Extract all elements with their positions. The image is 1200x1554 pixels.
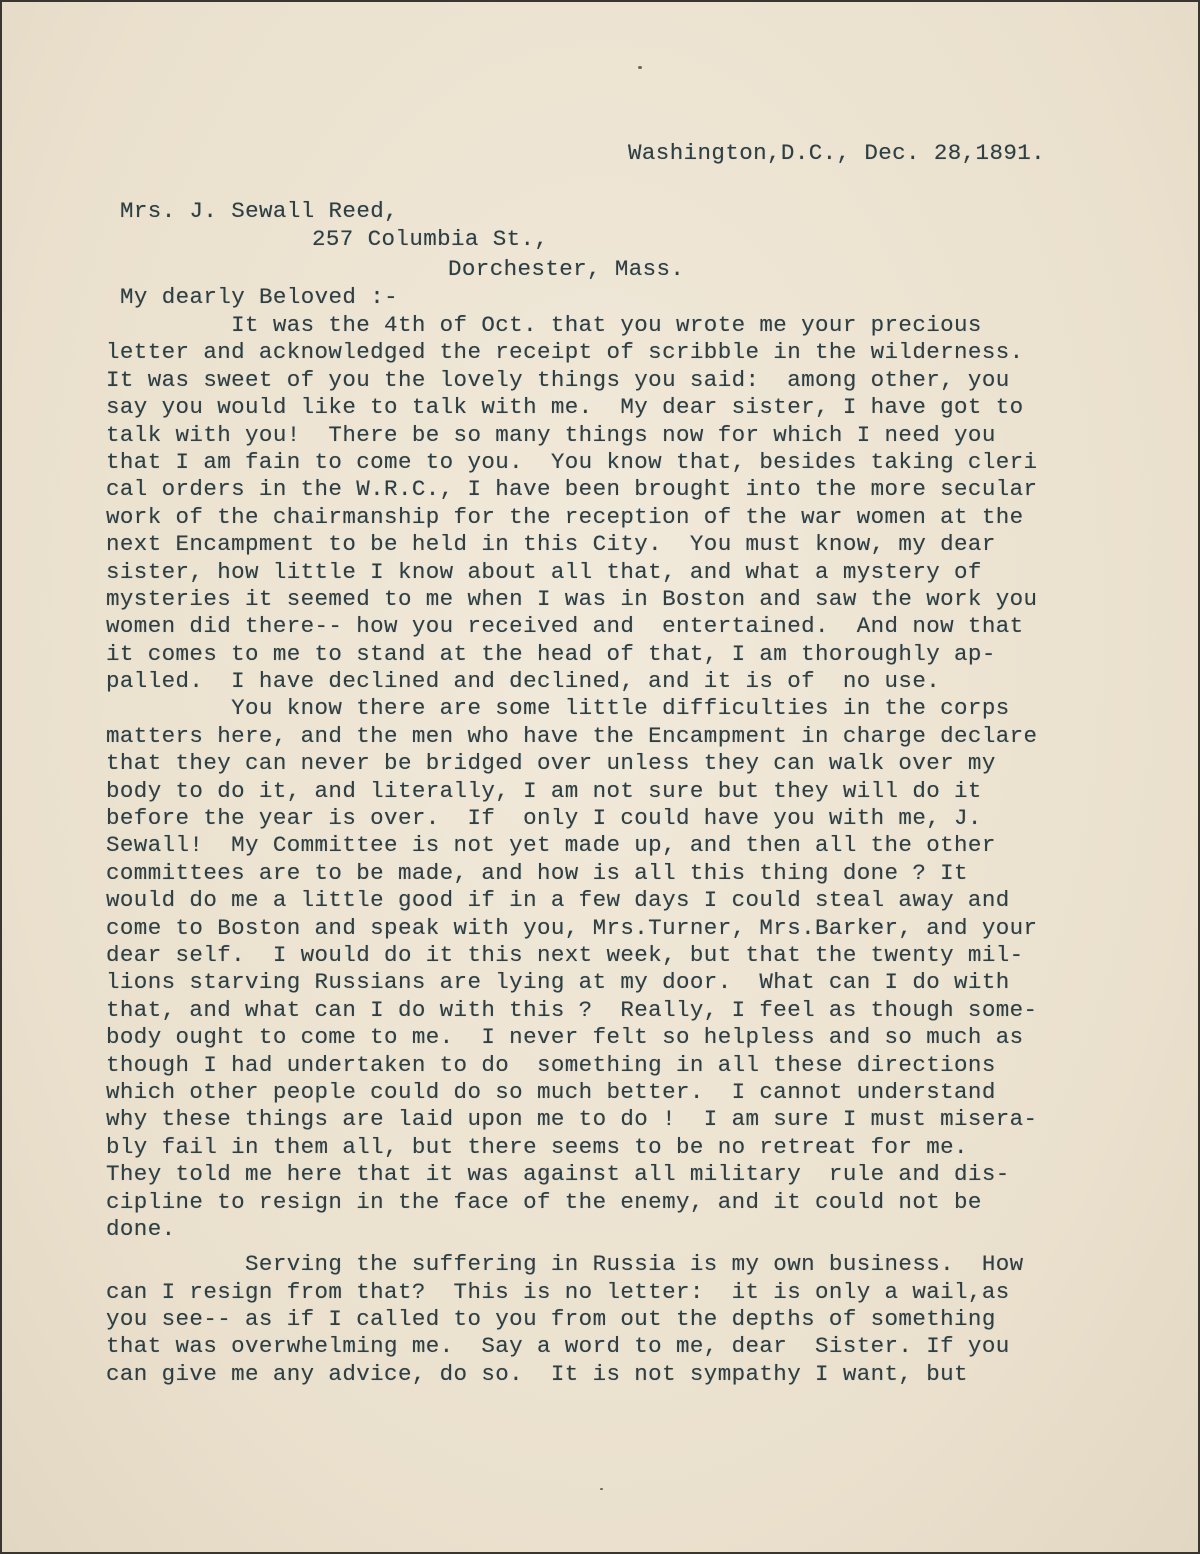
- body-line: it comes to me to stand at the head of that, I am thoroughly ap-: [106, 640, 996, 667]
- body-line: come to Boston and speak with you, Mrs.Turner, Mrs.Barker, and your: [106, 914, 1038, 941]
- body-line: work of the chairmanship for the reception of the war women at the: [106, 503, 1024, 530]
- body-line: committees are to be made, and how is all this thing done ? It: [106, 859, 968, 886]
- body-line: that, and what can I do with this ? Really, I feel as though some-: [106, 996, 1038, 1023]
- body-line: Sewall! My Committee is not yet made up, and then all the other: [106, 832, 996, 859]
- body-line: that they can never be bridged over unless they can walk over my: [106, 750, 996, 777]
- body-line: lions starving Russians are lying at my door. What can I do with: [106, 969, 1010, 996]
- body-line: It was sweet of you the lovely things you said: among other, you: [106, 366, 1010, 393]
- body-line: You know there are some little difficulties in the corps: [106, 695, 1010, 722]
- body-line: next Encampment to be held in this City. You must know, my dear: [106, 531, 996, 558]
- body-line: say you would like to talk with me. My dear sister, I have got to: [106, 394, 1024, 421]
- paragraph-1: [106, 312, 1146, 695]
- body-line: would do me a little good if in a few days I could steal away and: [106, 887, 1010, 914]
- body-line: bly fail in them all, but there seems to be no retreat for me.: [106, 1133, 968, 1160]
- body-line: dear self. I would do it this next week, but that the twenty mil-: [106, 941, 1024, 968]
- body-line: done.: [106, 1215, 176, 1242]
- body-line: matters here, and the men who have the Encampment in charge declare: [106, 722, 1038, 749]
- date-line: Washington,D.C., Dec. 28,1891.: [628, 140, 1046, 166]
- recipient-city: Dorchester, Mass.: [448, 256, 685, 282]
- letter-body: [106, 312, 1146, 1388]
- body-line: that was overwhelming me. Say a word to me, dear Sister. If you: [106, 1333, 1010, 1360]
- body-line: sister, how little I know about all that, and what a mystery of: [106, 558, 982, 585]
- paragraph-2: [106, 695, 1146, 1243]
- paper-speck: [638, 66, 642, 69]
- recipient-street: 257 Columbia St.,: [312, 226, 549, 252]
- body-line: can give me any advice, do so. It is not sympathy I want, but: [106, 1360, 968, 1387]
- body-line: mysteries it seemed to me when I was in Boston and saw the work you: [106, 585, 1038, 612]
- paragraph-spacer: [106, 1243, 1146, 1251]
- body-line: cal orders in the W.R.C., I have been brought into the more secular: [106, 476, 1038, 503]
- body-line: body ought to come to me. I never felt so helpless and so much as: [106, 1024, 1024, 1051]
- body-line: you see-- as if I called to you from out the depths of something: [106, 1306, 996, 1333]
- body-line: which other people could do so much better. I cannot understand: [106, 1078, 996, 1105]
- body-line: palled. I have declined and declined, and it is of no use.: [106, 668, 941, 695]
- body-line: that I am fain to come to you. You know that, besides taking cleri: [106, 448, 1038, 475]
- salutation: My dearly Beloved :-: [120, 284, 399, 310]
- body-line: They told me here that it was against all military rule and dis-: [106, 1161, 1010, 1188]
- body-line: why these things are laid upon me to do ! I am sure I must misera-: [106, 1106, 1038, 1133]
- body-line: women did there-- how you received and entertained. And now that: [106, 613, 1024, 640]
- body-line: can I resign from that? This is no letter: it is only a wail,as: [106, 1278, 1010, 1305]
- body-line: letter and acknowledged the receipt of scribble in the wilderness.: [106, 339, 1024, 366]
- body-line: talk with you! There be so many things now for which I need you: [106, 421, 996, 448]
- recipient-name: Mrs. J. Sewall Reed,: [120, 198, 399, 224]
- paragraph-3: [106, 1251, 1146, 1388]
- body-line: though I had undertaken to do something in all these directions: [106, 1051, 996, 1078]
- body-line: cipline to resign in the face of the enemy, and it could not be: [106, 1188, 982, 1215]
- body-line: It was the 4th of Oct. that you wrote me your precious: [106, 312, 982, 338]
- body-line: body to do it, and literally, I am not sure but they will do it: [106, 777, 982, 804]
- paper-speck: [600, 1488, 603, 1490]
- body-line: before the year is over. If only I could have you with me, J.: [106, 805, 982, 832]
- body-line: Serving the suffering in Russia is my own business. How: [106, 1251, 1024, 1278]
